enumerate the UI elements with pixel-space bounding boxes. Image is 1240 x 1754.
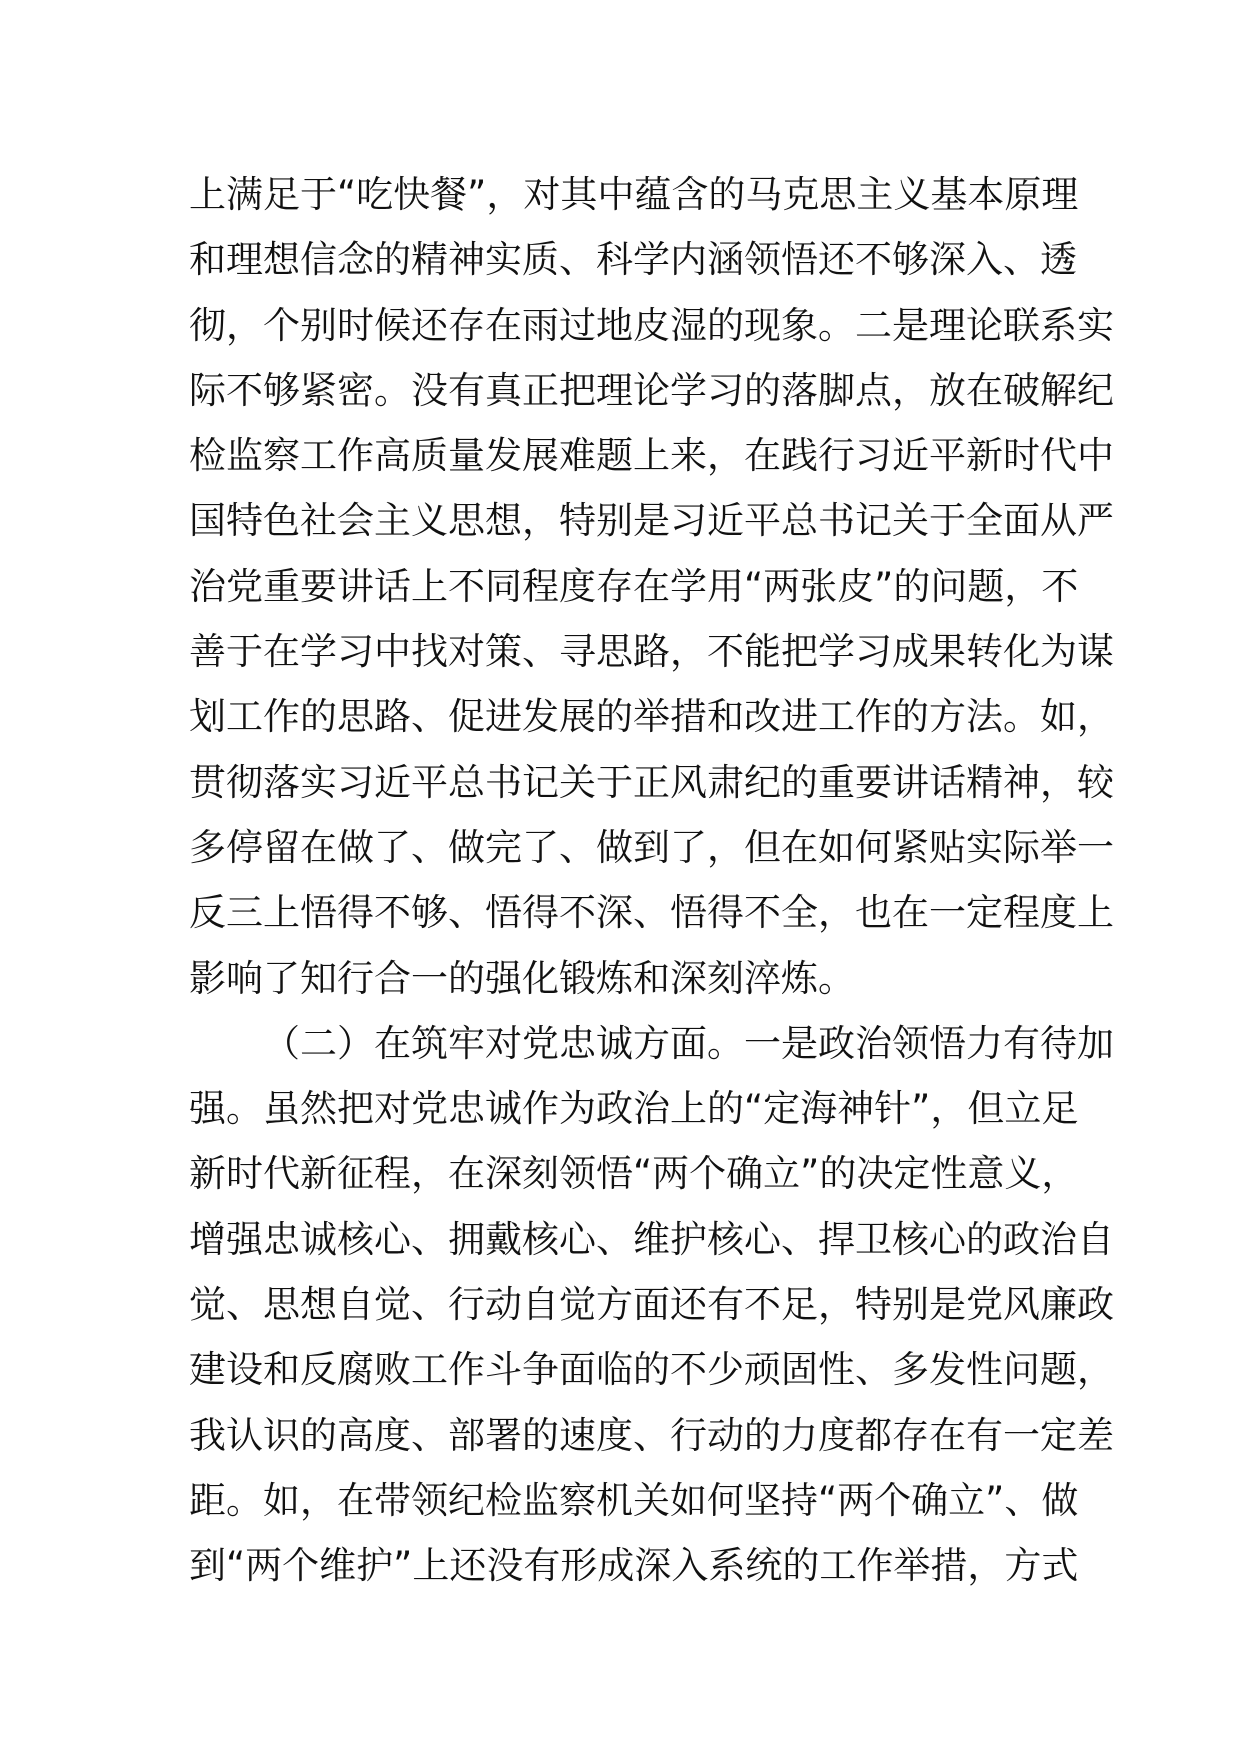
text-line: 反 三 上 悟 得 不 够 、 悟 得 不 深 、 悟 得 不 全 ， 也 在 一 定 程 度 上	[189, 891, 1114, 935]
text-line: 上 满 足 于 “ 吃 快 餐 ” ， 对 其 中 蕴 含 的 马 克 思 主 义 基 本 原 理	[189, 173, 1079, 216]
text-line: 多 停 留 在 做 了 、 做 完 了 、 做 到 了 ， 但 在 如 何 紧 贴 实 际 举 一	[189, 825, 1114, 869]
text-line: 影响了知行合一的强化锻炼和深刻淬炼。	[189, 956, 855, 1000]
text-line: 强 。 虽 然 把 对 党 忠 诚 作 为 政 治 上 的 “ 定 海 神 针 ” ， 但 立 足	[189, 1087, 1079, 1131]
text-line: 治 党 重 要 讲 话 上 不 同 程 度 存 在 学 用 “ 两 张 皮 ” 的 问 题 ， 不	[189, 564, 1079, 608]
text-line: 彻 ， 个 别 时 候 还 存 在 雨 过 地 皮 湿 的 现 象 。 二 是 理 论 联 系 实	[189, 303, 1114, 347]
text-line: 距 。 如 ， 在 带 领 纪 检 监 察 机 关 如 何 坚 持 “ 两 个 确 立 ” 、 做	[189, 1478, 1079, 1522]
text-line: 善 于 在 学 习 中 找 对 策 、 寻 思 路 ， 不 能 把 学 习 成 果 转 化 为 谋	[189, 630, 1114, 674]
text-line: 际 不 够 紧 密 。 没 有 真 正 把 理 论 学 习 的 落 脚 点 ， 放 在 破 解 纪	[189, 368, 1114, 412]
text-line: 我 认 识 的 高 度 、 部 署 的 速 度 、 行 动 的 力 度 都 存 在 有 一 定 差	[189, 1413, 1114, 1457]
text-line: 贯 彻 落 实 习 近 平 总 书 记 关 于 正 风 肃 纪 的 重 要 讲 话 精 神 ， 较	[189, 760, 1114, 804]
text-line: 和 理 想 信 念 的 精 神 实 质 、 科 学 内 涵 领 悟 还 不 够 深 入 、 透	[189, 238, 1077, 282]
body-text	[189, 162, 1114, 1599]
text-line: 增 强 忠 诚 核 心 、 拥 戴 核 心 、 维 护 核 心 、 捍 卫 核 心 的 政 治 自	[189, 1217, 1114, 1261]
text-line: （ 二 ） 在 筑 牢 对 党 忠 诚 方 面 。 一 是 政 治 领 悟 力 有 待 加	[263, 1021, 1114, 1065]
text-line: 检 监 察 工 作 高 质 量 发 展 难 题 上 来 ， 在 践 行 习 近 平 新 时 代 中	[189, 434, 1114, 478]
text-line: 划 工 作 的 思 路 、 促 进 发 展 的 举 措 和 改 进 工 作 的 方 法 。 如 ，	[189, 695, 1114, 739]
text-line: 觉 、 思 想 自 觉 、 行 动 自 觉 方 面 还 有 不 足 ， 特 别 是 党 风 廉 政	[189, 1283, 1114, 1327]
text-line: 国 特 色 社 会 主 义 思 想 ， 特 别 是 习 近 平 总 书 记 关 于 全 面 从 严	[189, 499, 1114, 543]
text-line: 新 时 代 新 征 程 ， 在 深 刻 领 悟 “ 两 个 确 立 ” 的 决 定 性 意 义 ，	[189, 1152, 1079, 1196]
text-line: 到 “ 两 个 维 护 ” 上 还 没 有 形 成 深 入 系 统 的 工 作 举 措 ， 方 式	[189, 1544, 1079, 1588]
text-line: 建 设 和 反 腐 败 工 作 斗 争 面 临 的 不 少 顽 固 性 、 多 发 性 问 题 ，	[189, 1348, 1114, 1392]
